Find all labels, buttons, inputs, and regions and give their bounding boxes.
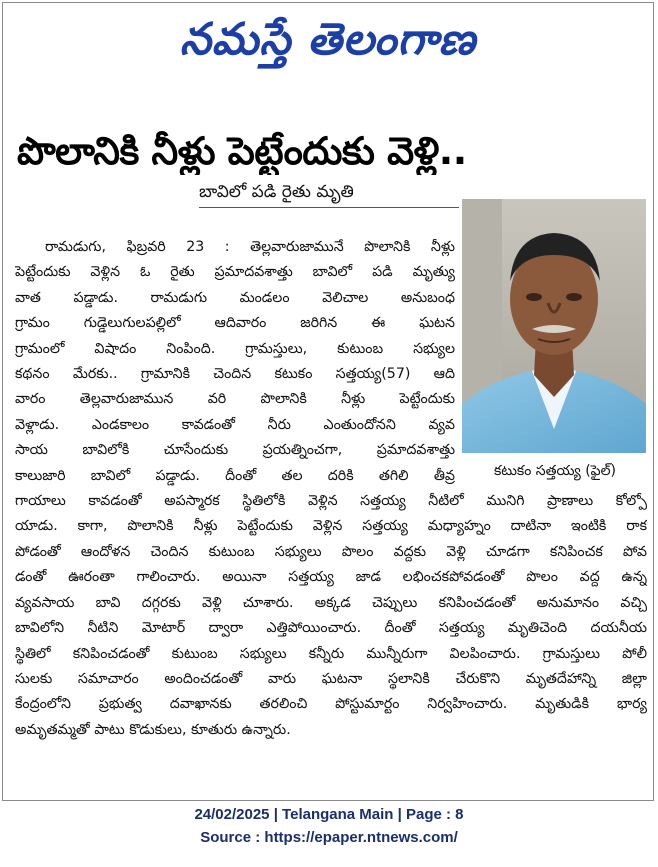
body-line: రామడుగు, ఫిబ్రవరి 23 : తెల్లవారుజామునే పొలానికి నీళ్లు [45, 239, 455, 255]
footer-source: Source : https://epaper.ntnews.com/ [200, 829, 458, 846]
body-line: గ్రామంలో విషాదం నింపింది. గ్రామస్తులు, కుటుంబ సభ్యుల [15, 340, 455, 357]
body-line: వారం తెల్లవారుజామున వరి పొలానికి నీళ్లు పెట్టేందుకు [15, 391, 455, 408]
body-line: వెళ్లాడు. ఎండకాలం కావడంతో నీరు ఎంతుందోనని వ్యవ [15, 416, 455, 433]
body-line: పెట్టేందుకు వెళ్లిన ఓ రైతు ప్రమాదవశాత్తు బావిలో పడి మృత్యు [15, 264, 455, 281]
body-line: గ్రామం గుడ్డెలుగులపల్లిలో ఆదివారం జరిగిన ఈ ఘటన [15, 315, 455, 332]
body-line: కథనం మేరకు.. గ్రామానికి చెందిన కటుకం సత్తయ్య(57) ఆది [15, 366, 455, 383]
footer-date-page: 24/02/2025 | Telangana Main | Page : 8 [194, 806, 464, 823]
body-line: కేంద్రంలోని ప్రభుత్వ దవాఖానకు తరలించి పోస్టుమార్టం నిర్వహించారు. మృతుడికి భార్య [15, 696, 647, 713]
body-line: బావిలోని నీటిని మోటార్ ద్వారా ఎత్తిపోయించారు. దీంతో సత్తయ్య మృతిచెంది దయనీయ [15, 620, 647, 637]
photo-caption: కటుకం సత్తయ్య (ఫైల్) [493, 463, 617, 479]
headline: పొలానికి నీళ్లు పెట్టేందుకు వెళ్లి.. [17, 129, 467, 173]
body-line: కాలుజారి బావిలో పడ్డాడు. దీంతో తల దరికి తగిలి తీవ్ర [15, 467, 455, 484]
body-line: యాడు. కాగా, పొలానికి నీళ్లు పెట్టేందుకు వెళ్లిన సత్తయ్య మధ్యాహ్నం దాటినా ఇంటికి రాక [15, 518, 647, 535]
body-line: అమృతమ్మతో పాటు కొడుకులు, కూతురు ఉన్నారు. [15, 721, 291, 738]
article-frame [2, 2, 654, 801]
subheadline: బావిలో పడి రైతు మృతి [199, 179, 459, 208]
masthead-logo: నమస్తే తెలంగాణ [179, 14, 477, 65]
body-line: గాయాలు కావడంతో అపస్మారక స్థితిలోకి వెళ్లిన సత్తయ్య నీటిలో మునిగి ప్రాణాలు కోల్పో [15, 493, 647, 510]
body-line: పోడంతో ఆందోళన చెందిన కుటుంబ సభ్యులు పొలం వద్దకు వెళ్లి చూడగా కనిపించక పోవ [15, 543, 647, 560]
body-line: సాయ బావిలోకి చూసేందుకు ప్రయత్నించగా, ప్రమాదవశాత్తు [15, 442, 455, 459]
article-body [15, 235, 647, 743]
body-line: సులకు సమాచారం అందించడంతో వారు ఘటనా స్థలానికి చేరుకొని మృతదేహాన్ని జిల్లా [15, 670, 647, 687]
body-line: వాత పడ్డాడు. రామడుగు మండలం వెలిచాల అనుబంధ [15, 289, 455, 306]
body-line: వ్యవసాయ బావి దగ్గరకు వెళ్లి చూశారు. అక్కడ చెప్పులు కనిపించడంతో అనుమానం వచ్చి [15, 594, 647, 611]
body-line: స్థితిలో కనిపించడంతో కుటుంబ సభ్యులు కన్నీరు మున్నీరుగా విలపించారు. గ్రామస్తులు పోలీ [15, 645, 647, 662]
body-line: డంతో ఊరంతా గాలించారు. అయినా సత్తయ్య జాడ లభించకపోవడంతో పొలం వద్ద ఉన్న [15, 569, 647, 586]
